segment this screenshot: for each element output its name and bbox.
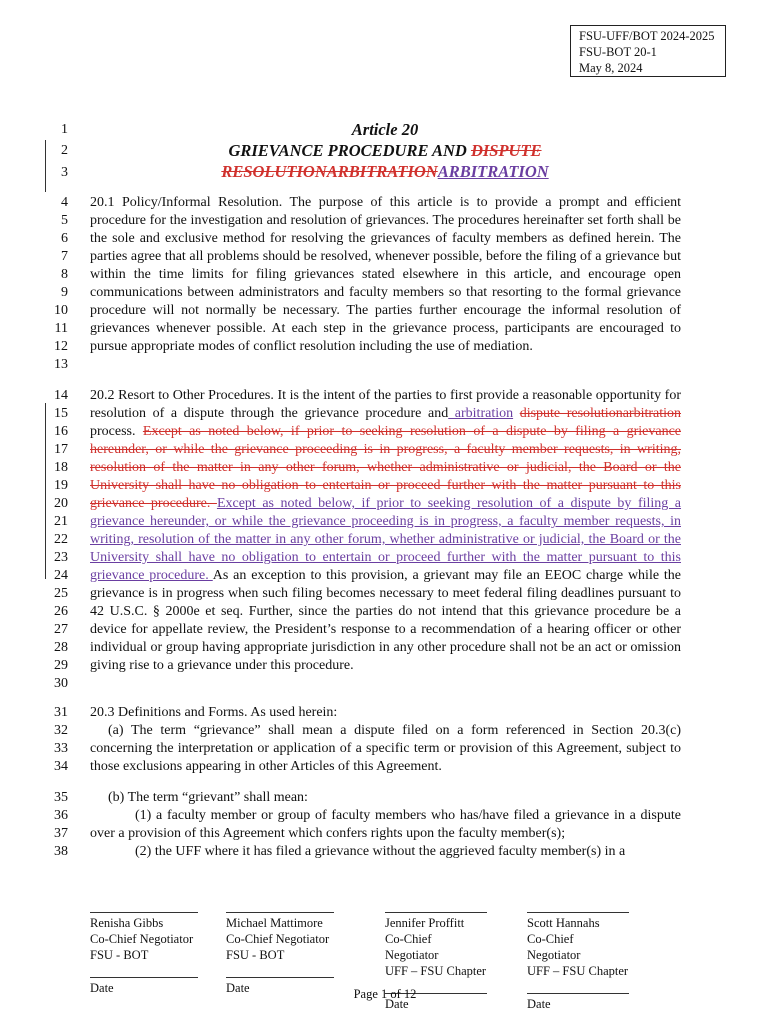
line-number: 28 (54, 640, 68, 655)
document-id-box (570, 25, 726, 77)
signatory-role: Co-Chief Negotiator (226, 932, 330, 946)
deleted-text: arbitration (622, 406, 682, 421)
signature-block (226, 905, 334, 996)
line-number: 35 (54, 790, 68, 805)
signatory-name: Renisha Gibbs (90, 916, 164, 930)
line-number: 17 (54, 442, 68, 457)
line-number: 10 (54, 303, 68, 318)
line-number: 9 (61, 285, 68, 300)
line-number: 14 (54, 388, 68, 403)
line-number: 6 (61, 231, 68, 246)
line-number: 19 (54, 478, 68, 493)
section-text: As an exception to this provision, a grievant may file an EEOC charge while the grievance is in progress when such filing becomes necessary to meet federal filing deadlines pursuant to 42 U.S.C. § 2000e et seq. Further, since the parties do not intend that this grievance procedure be a device for appellate review, the President’s response to a recommendation of a hearing officer or other individual or group having appropriate jurisdiction in any other procedure shall not be an act or omission giving rise to a grievance under this procedure. (90, 568, 681, 673)
line-number: 31 (54, 705, 68, 720)
section-text: (a) The term “grievance” shall mean a dispute filed on a form referenced in Section 20.3(c) concerning the interpretation or application of a specific term or provision of this Agreement, subject to those exclusions appearing in other Articles of this Agreement. (90, 723, 681, 774)
signatory-org: FSU - BOT (90, 948, 149, 962)
section-20-2-text (90, 387, 681, 675)
signatory-role: Co-Chief Negotiator (527, 932, 581, 962)
date-line (90, 967, 198, 978)
line-number: 21 (54, 514, 68, 529)
section-text: 20.2 Resort to Other Procedures. It is the intent of the parties to first provide a reasonable opportunity for resolution of a dispute through the grievance procedure and (90, 388, 681, 421)
line-number: 26 (54, 604, 68, 619)
section-text: (1) a faculty member or group of faculty members who has/have filed a grievance in a dispute over a provision of this Agreement which confers rights upon the faculty member(s); (90, 808, 681, 841)
date-label: Date (527, 997, 551, 1011)
line-number: 12 (54, 339, 68, 354)
signatory-org: FSU - BOT (226, 948, 285, 962)
date-label: Date (226, 981, 250, 995)
section-20-3-a (90, 722, 681, 776)
date-label: Date (385, 997, 409, 1011)
section-20-3-b-heading: (b) The term “grievant” shall mean: (108, 790, 308, 805)
line-number: 36 (54, 808, 68, 823)
section-text: process. (90, 424, 143, 439)
signatory-role: Co-Chief Negotiator (385, 932, 439, 962)
signature-line (385, 905, 487, 913)
signatory-org: UFF – FSU Chapter (385, 964, 487, 978)
line-number: 13 (54, 357, 68, 372)
section-20-2 (90, 387, 681, 675)
section-20-3-b-2 (90, 843, 681, 861)
line-number: 37 (54, 826, 68, 841)
inserted-text: arbitration (448, 406, 514, 421)
signatory-name: Jennifer Proffitt (385, 916, 465, 930)
line-number: 32 (54, 723, 68, 738)
line-number: 29 (54, 658, 68, 673)
section-20-3 (90, 704, 681, 776)
signature-line (226, 905, 334, 913)
signature-line (90, 905, 198, 913)
line-number: 22 (54, 532, 68, 547)
line-number: 16 (54, 424, 68, 439)
line-number: 8 (61, 267, 68, 282)
inserted-text: Except as noted below, if prior to seeking resolution of a dispute by filing a grievance hereunder, or while the grievance proceeding is in progress, a faculty member requests, in writing, resolution of the matter in any other forum, whether administrative or judicial, the Board or the University shall have no obligation to entertain or proceed further with the matter pursuant to this grievance procedure. (90, 496, 682, 583)
date-label: Date (90, 981, 114, 995)
section-20-3-b-1 (90, 807, 681, 843)
line-number: 5 (61, 213, 68, 228)
line-number: 15 (54, 406, 68, 421)
article-number: Article 20 (351, 120, 419, 139)
section-20-1 (90, 194, 681, 356)
line-number: 30 (54, 676, 68, 691)
doc-id-line-1: FSU-UFF/BOT 2024-2025 (579, 29, 715, 43)
line-number: 3 (61, 165, 68, 180)
title-deleted-text: RESOLUTIONARBITRATION (221, 162, 438, 181)
line-number: 27 (54, 622, 68, 637)
signatory-name: Michael Mattimore (226, 916, 323, 930)
doc-date: May 8, 2024 (579, 61, 643, 75)
title-text: GRIEVANCE PROCEDURE AND (228, 141, 471, 160)
line-number: 4 (61, 195, 68, 210)
article-title-line-3 (90, 162, 680, 182)
title-deleted-text: DISPUTE (470, 141, 542, 160)
line-number: 1 (61, 122, 68, 137)
line-number: 23 (54, 550, 68, 565)
line-number: 7 (61, 249, 68, 264)
line-number: 34 (54, 759, 68, 774)
line-number: 33 (54, 741, 68, 756)
section-20-3-b (90, 789, 681, 861)
line-number: 20 (54, 496, 68, 511)
section-20-1-text: 20.1 Policy/Informal Resolution. The purpose of this article is to provide a prompt and efficient procedure for the investigation and resolution of grievances. The procedures hereinafter set forth shall be the sole and exclusive method for resolving the grievances of faculty members as defined herein. The parties agree that all problems should be resolved, whenever possible, before the filing of a grievance but within the time limits for filing grievances stated elsewhere in this article, and encourage open communications between administrators and faculty members so that resorting to the formal grievance procedure will not normally be necessary. The parties further encourage the informal resolution of grievances whenever possible. At each step in the grievance process, participants are encouraged to pursue appropriate modes of conflict resolution including the use of mediation. (90, 195, 681, 354)
doc-id-line-2: FSU-BOT 20-1 (579, 45, 657, 59)
article-title-line-2 (90, 141, 680, 161)
signatory-name: Scott Hannahs (527, 916, 600, 930)
deleted-text: Except as noted below, if prior to seeking resolution of a dispute by filing a grievance hereunder, or while the grievance proceeding is in progress, a faculty member requests, in writing, resolution of the matter in any other forum, whether administrative or judicial, the Board or the University shall have no obligation to entertain or proceed further with the matter pursuant to this grievance procedure. (90, 424, 681, 511)
title-inserted-text: ARBITRATION (437, 162, 549, 181)
deleted-text: dispute resolution (519, 406, 623, 421)
page-number: Page 1 of 12 (353, 987, 417, 1001)
line-number: 38 (54, 844, 68, 859)
signatory-role: Co-Chief Negotiator (90, 932, 194, 946)
date-line (226, 967, 334, 978)
line-number: 11 (54, 321, 68, 336)
section-20-3-heading: 20.3 Definitions and Forms. As used herein: (90, 705, 338, 720)
section-text: (2) the UFF where it has filed a grievance without the aggrieved faculty member(s) in a (135, 844, 626, 859)
line-number: 24 (54, 568, 68, 583)
line-number: 2 (61, 143, 68, 158)
signature-block (90, 905, 198, 996)
signatory-org: UFF – FSU Chapter (527, 964, 629, 978)
line-number: 25 (54, 586, 68, 601)
line-number: 18 (54, 460, 68, 475)
signature-line (527, 905, 629, 913)
